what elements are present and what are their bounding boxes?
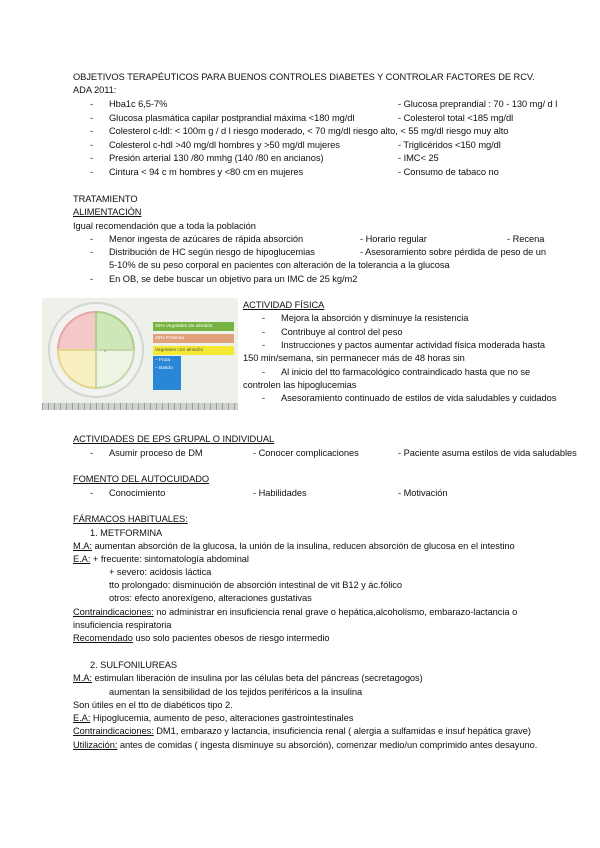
bullet-dash: -: [262, 327, 266, 337]
actividad-asesoramiento: Asesoramiento continuado de estilos de vida saludables y cuidados: [281, 393, 557, 403]
bullet-dash: -: [262, 393, 266, 403]
bullet-dash: -: [90, 140, 94, 150]
actividad-title: ACTIVIDAD FÍSICA: [243, 300, 325, 310]
legend-almidon: Vegetales con almidón: [153, 346, 234, 355]
actividad-inicio-tto-cont: controlen las hipoglucemias: [243, 380, 357, 390]
legend-fruta: – Fruta: [155, 358, 171, 363]
bullet-dash: -: [90, 488, 94, 498]
bullet-dash: -: [90, 167, 94, 177]
bullet-dash: -: [262, 367, 266, 377]
alimentacion-hc: Distribución de HC según riesgo de hipoglucemias: [109, 247, 315, 257]
doc-heading-line2: ADA 2011:: [73, 85, 117, 95]
eps-complicaciones: - Conocer complicaciones: [253, 448, 359, 458]
actividad-absorcion: Mejora la absorción y disminuye la resistencia: [281, 313, 469, 323]
objective-tabaco: - Consumo de tabaco no: [398, 167, 499, 177]
alimentacion-imc: En OB, se debe buscar un objetivo para un IMC de 25 kg/m2: [109, 274, 358, 284]
legend-proteina: 25% Proteína: [153, 334, 234, 343]
metformina-ea: E.A: + frecuente: sintomatología abdominal: [73, 554, 249, 564]
metformina-contraindicaciones: Contraindicaciones: no administrar en insuficiencia renal grave o hepática,alcoholismo, embarazo-lactancia o: [73, 607, 518, 617]
metformina-ma: M.A: aumentan absorción de la glucosa, la unión de la insulina, reducen absorción de glucosa en el intestino: [73, 541, 515, 551]
doc-heading-line1: OBJETIVOS TERAPÉUTICOS PARA BUENOS CONTROLES DIABETES Y CONTROLAR FACTORES DE RCV.: [73, 72, 535, 82]
objective-imc: - IMC< 25: [398, 153, 439, 163]
metformina-heading: 1. METFORMINA: [90, 528, 163, 538]
actividad-inicio-tto: Al inicio del tto farmacológico contraindicado hasta que no se: [281, 367, 531, 377]
autocuidado-conocimiento: Conocimiento: [109, 488, 166, 498]
sulfonilureas-ma: M.A: estimulan liberación de insulina por las células beta del páncreas (secretagogos): [73, 673, 423, 683]
metformina-contraindicaciones-cont: insuficiencia respiratoria: [73, 620, 172, 630]
objective-hba1c: Hba1c 6,5-7%: [109, 99, 168, 109]
bullet-dash: -: [90, 234, 94, 244]
metformina-recomendado: Recomendado uso solo pacientes obesos de riesgo intermedio: [73, 633, 330, 643]
farmacos-title: FÁRMACOS HABITUALES:: [73, 514, 188, 524]
metformina-ea-severo: + severo: acidosis láctica: [109, 567, 212, 577]
sulfonilureas-heading: 2. SULFONILUREAS: [90, 660, 178, 670]
actividad-instrucciones: Instrucciones y pactos aumentar actividad física moderada hasta: [281, 340, 546, 350]
objective-glucosa-postprandial: Glucosa plasmática capilar postprandial máxima <180 mg/dl: [109, 113, 355, 123]
image-ruler-strip: [42, 403, 238, 410]
eps-asumir: Asumir proceso de DM: [109, 448, 203, 458]
legend-batido: – Batido: [155, 366, 173, 371]
autocuidado-title: FOMENTO DEL AUTOCUIDADO: [73, 474, 210, 484]
alimentacion-subtitle: ALIMENTACIÓN: [73, 207, 142, 217]
sulfonilureas-contraindicaciones: Contraindicaciones: DM1, embarazo y lactancia, insuficiencia renal ( alergia a sulfamidas e insuf hepática grave): [73, 726, 531, 736]
sulfonilureas-ma-cont: aumentan la sensibilidad de los tejidos periféricos a la insulina: [109, 687, 363, 697]
alimentacion-horario: - Horario regular: [360, 234, 427, 244]
alimentacion-peso: - Asesoramiento sobre pérdida de peso de un: [360, 247, 546, 257]
bullet-dash: -: [90, 99, 94, 109]
bullet-dash: -: [90, 113, 94, 123]
sulfonilureas-ea: E.A: Hipoglucemia, aumento de peso, alteraciones gastrointestinales: [73, 713, 354, 723]
alimentacion-recena: - Recena: [507, 234, 545, 244]
bullet-dash: -: [90, 126, 94, 136]
objective-glucosa-preprandial: - Glucosa preprandial : 70 - 130 mg/ d l: [398, 99, 558, 109]
actividad-peso: Contribuye al control del peso: [281, 327, 403, 337]
plate-method-image: [42, 298, 238, 410]
legend-vegetales: 30% Vegetales sin almidón: [153, 322, 234, 331]
objective-colesterol-ldl: Colesterol c-ldl: < 100m g / d l riesgo moderado, < 70 mg/dl riesgo alto, < 55 mg/dl riesgo muy alto: [109, 126, 509, 136]
sulfonilureas-uso: Son útiles en el tto de diabéticos tipo 2.: [73, 700, 233, 710]
bullet-dash: -: [90, 448, 94, 458]
autocuidado-habilidades: - Habilidades: [253, 488, 307, 498]
objective-presion-arterial: Presión arterial 130 /80 mmhg (140 /80 en ancianos): [109, 153, 324, 163]
objective-trigliceridos: - Triglicéridos <150 mg/dl: [398, 140, 501, 150]
objective-cintura: Cintura < 94 c m hombres y <80 cm en mujeres: [109, 167, 304, 177]
autocuidado-motivacion: - Motivación: [398, 488, 448, 498]
alimentacion-azucares: Menor ingesta de azúcares de rápida absorción: [109, 234, 304, 244]
treatment-title: TRATAMIENTO: [73, 194, 138, 204]
alimentacion-intro: Igual recomendación que a toda la población: [73, 221, 256, 231]
objective-colesterol-hdl: Colesterol c-hdl >40 mg/dl hombres y >50 mg/dl mujeres: [109, 140, 340, 150]
metformina-ea-otros: otros: efecto anorexígeno, alteraciones gustativas: [109, 593, 312, 603]
eps-estilos: - Paciente asuma estilos de vida saludables: [398, 448, 577, 458]
metformina-ea-prolongado: tto prolongado: disminución de absorción intestinal de vit B12 y ác.fólico: [109, 580, 402, 590]
actividad-instrucciones-cont: 150 min/semana, sin permanecer más de 48 horas sin: [243, 353, 465, 363]
bullet-dash: -: [262, 340, 266, 350]
bullet-dash: -: [90, 274, 94, 284]
objective-colesterol-total: - Colesterol total <185 mg/dl: [398, 113, 514, 123]
svg-text:*: *: [104, 350, 106, 356]
eps-title: ACTIVIDADES DE EPS GRUPAL O INDIVIDUAL: [73, 434, 275, 444]
alimentacion-peso-cont: 5-10% de su peso corporal en pacientes con alteración de la tolerancia a la glucosa: [109, 260, 450, 270]
sulfonilureas-utilizacion: Utilización: antes de comidas ( ingesta disminuye su absorción), comenzar medio/un comprimido antes desayuno.: [73, 740, 538, 750]
bullet-dash: -: [90, 153, 94, 163]
bullet-dash: -: [90, 247, 94, 257]
bullet-dash: -: [262, 313, 266, 323]
